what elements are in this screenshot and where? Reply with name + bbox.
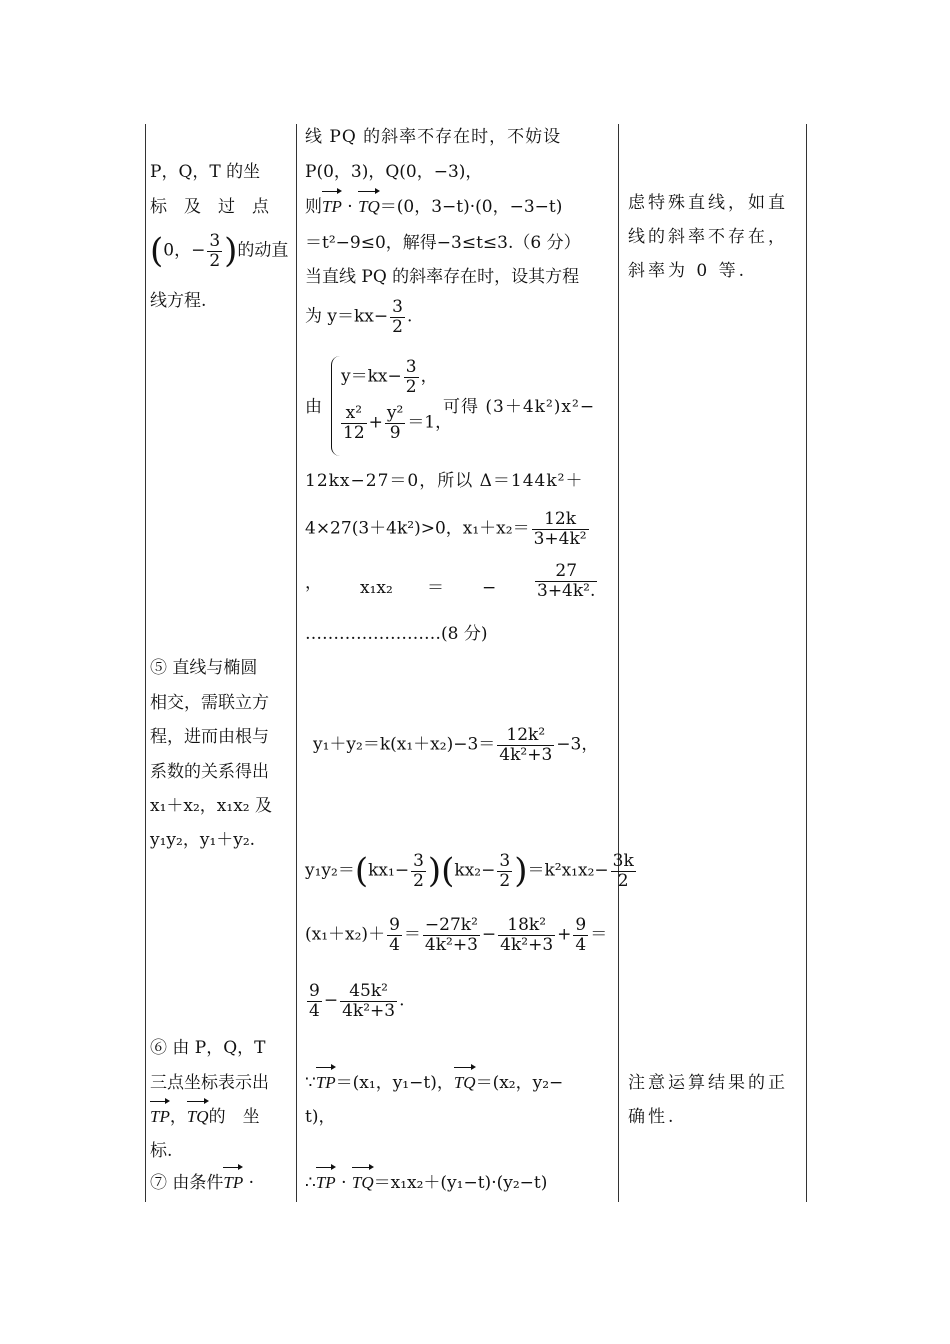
mid-line: P(0，3)，Q(0，−3)， bbox=[305, 162, 483, 182]
step-6-label: ⑥ 由 P，Q，T bbox=[150, 1038, 266, 1058]
y-sum-line: y₁＋y₂＝k(x₁＋x₂)−3＝ $\frac{\text{12k²}}{\text{4k²+3}}$ −3， bbox=[313, 725, 599, 765]
note-line: 虑特殊直线，如直 bbox=[628, 193, 788, 213]
left-line: 线方程. bbox=[150, 291, 207, 311]
system-lead: 由 bbox=[305, 397, 322, 417]
left-line-fraction: (0，− $\frac{3}{2}$ )的动直 bbox=[150, 231, 289, 272]
mid-line: ＝t²−9≤0，解得−3≤t≤3.（6 分） bbox=[305, 233, 581, 253]
note-line: 确性. bbox=[628, 1107, 677, 1127]
mid-line: 当直线 PQ 的斜率存在时，设其方程 bbox=[305, 267, 580, 287]
table-border-col2 bbox=[618, 124, 619, 1202]
mid-line: ……………………(8 分) bbox=[305, 624, 488, 644]
mid-line: 线 PQ 的斜率不存在时，不妨设 bbox=[305, 127, 562, 147]
mid-line: 可得 (3＋4k²)x²− bbox=[443, 397, 596, 417]
y-product-line-1: y₁y₂＝(kx₁− $\frac{3}{2}$ )(kx₂− $\frac{3}{2}$ )＝k²x₁x₂− $\frac{3k}{2}$ bbox=[305, 851, 634, 892]
table-border-col1 bbox=[296, 124, 297, 1202]
left-line: 三点坐标表示出 bbox=[150, 1073, 269, 1093]
vector-coordinates-line: ∵TP＝(x₁，y₁−t)，TQ＝(x₂，y₂− bbox=[305, 1066, 563, 1100]
left-line: y₁y₂，y₁＋y₂. bbox=[150, 830, 256, 850]
mid-line: t)， bbox=[305, 1107, 336, 1127]
note-line: 注意运算结果的正 bbox=[628, 1073, 788, 1093]
table-border-left bbox=[145, 124, 146, 1202]
left-line: x₁＋x₂，x₁x₂ 及 bbox=[150, 796, 273, 816]
step-7-label: ⑦ 由条件TP · bbox=[150, 1166, 254, 1200]
left-line: 标 及 过 点 bbox=[150, 197, 269, 217]
left-line: P，Q，T 的坐 bbox=[150, 162, 261, 182]
mid-line-sum: 4×27(3＋4k²)>0，x₁＋x₂＝ $\frac{12k}{\text{3+4k²}}$ bbox=[305, 509, 587, 549]
left-line: 系数的关系得出 bbox=[150, 762, 269, 782]
mid-line-product: ， x₁x₂ ＝ − $\frac{27}{\text{3+4k².}}$ bbox=[305, 561, 596, 601]
left-line: 标. bbox=[150, 1141, 173, 1161]
system-eq-2: $\frac{\text{x²}}{12}$ + $\frac{\text{y²}}{9}$ ＝1， bbox=[343, 403, 453, 443]
left-line: 程，进而由根与 bbox=[150, 727, 269, 747]
note-line: 线的斜率不存在， bbox=[628, 227, 788, 247]
mid-line-eq: 为 y＝kx− $\frac{3}{2}$ . bbox=[305, 297, 413, 337]
system-eq-1: y＝kx− $\frac{3}{2}$ ， bbox=[341, 357, 438, 397]
note-line: 斜率为 0 等. bbox=[628, 261, 748, 281]
table-border-right bbox=[806, 124, 807, 1202]
y-product-line-3: $\frac{9}{4}$ − $\frac{\text{45k²}}{\text{4k²+3}}$ . bbox=[309, 981, 405, 1021]
mid-line: 12kx−27＝0，所以 Δ＝144k²＋ bbox=[305, 471, 584, 491]
left-line-vectors: TP，TQ的 坐 bbox=[150, 1100, 260, 1134]
mid-line-dot-product: 则TP · TQ＝(0，3−t)·(0，−3−t) bbox=[305, 190, 562, 224]
step-5-label: ⑤ 直线与椭圆 bbox=[150, 658, 258, 678]
left-line: 相交，需联立方 bbox=[150, 693, 269, 713]
dot-product-line: ∴TP · TQ＝x₁x₂＋(y₁−t)·(y₂−t) bbox=[305, 1166, 547, 1200]
y-product-line-2: (x₁＋x₂)＋ $\frac{9}{4}$ ＝ $\frac{\text{−27k²}}{\text{4k²+3}}$ − $\frac{\text{18k²}}{\text{4k²+3}}$ + $\frac{9}{4}$ ＝ bbox=[305, 915, 608, 955]
